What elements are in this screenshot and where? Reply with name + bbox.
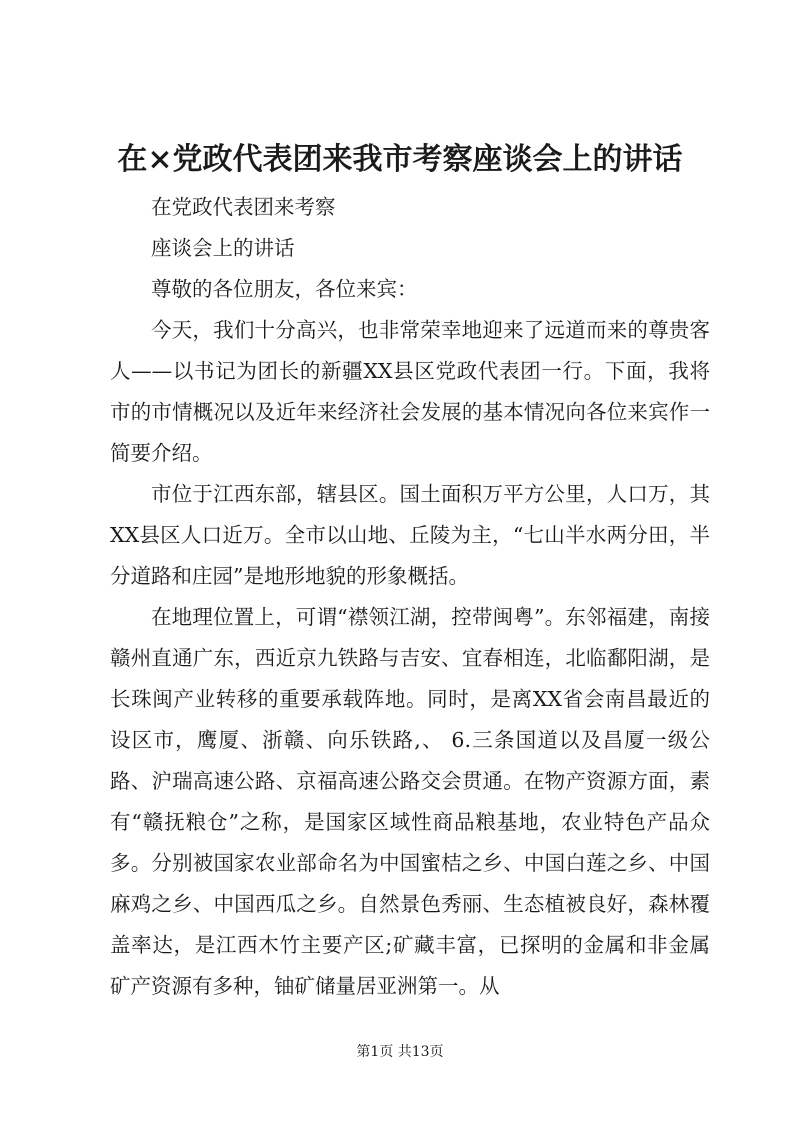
paragraph-introduction: 今天，我们十分高兴，也非常荣幸地迎来了远道而来的尊贵客人——以书记为团长的新疆XX县区党政代表团一行。下面，我将市的市情概况以及近年来经济社会发展的基本情况向各位来宾作一简要介绍。 xyxy=(110,318,710,465)
document-body xyxy=(110,187,710,1007)
document-title: 在×党政代表团来我市考察座谈会上的讲话 xyxy=(117,142,683,177)
paragraph-location-overview: 市位于江西东部，辖县区。国土面积万平方公里，人口万，其XX县区人口近万。全市以山地、丘陵为主，“七山半水两分田，半分道路和庄园”是地形地貌的形象概括。 xyxy=(110,482,710,588)
paragraph-subtitle-line-2: 座谈会上的讲话 xyxy=(151,236,295,260)
paragraph-geography-resources: 在地理位置上，可谓“襟领江湖，控带闽粤”。东邻福建，南接赣州直通广东，西近京九铁路与吉安、宜春相连，北临鄱阳湖，是长珠闽产业转移的重要承载阵地。同时，是离XX省会南昌最近的设区市，鹰厦、浙赣、向乐铁路,、 6.三条国道以及昌厦一级公路、沪瑞高速公路、京福高速公路交会贯通。在物产资源方面，素有“赣抚粮仓”之称，是国家区域性商品粮基地，农业特色产品众多。分别被国家农业部命名为中国蜜桔之乡、中国白莲之乡、中国麻鸡之乡、中国西瓜之乡。自然景色秀丽、生态植被良好，森林覆盖率达，是江西木竹主要产区;矿藏丰富，已探明的金属和非金属矿产资源有多种，铀矿储量居亚洲第一。从 xyxy=(110,605,710,998)
paragraph-subtitle-line-1: 在党政代表团来考察 xyxy=(151,195,336,219)
page-footer: 第1页 共13页 xyxy=(356,1044,444,1060)
paragraph-salutation: 尊敬的各位朋友，各位来宾： xyxy=(151,277,418,301)
